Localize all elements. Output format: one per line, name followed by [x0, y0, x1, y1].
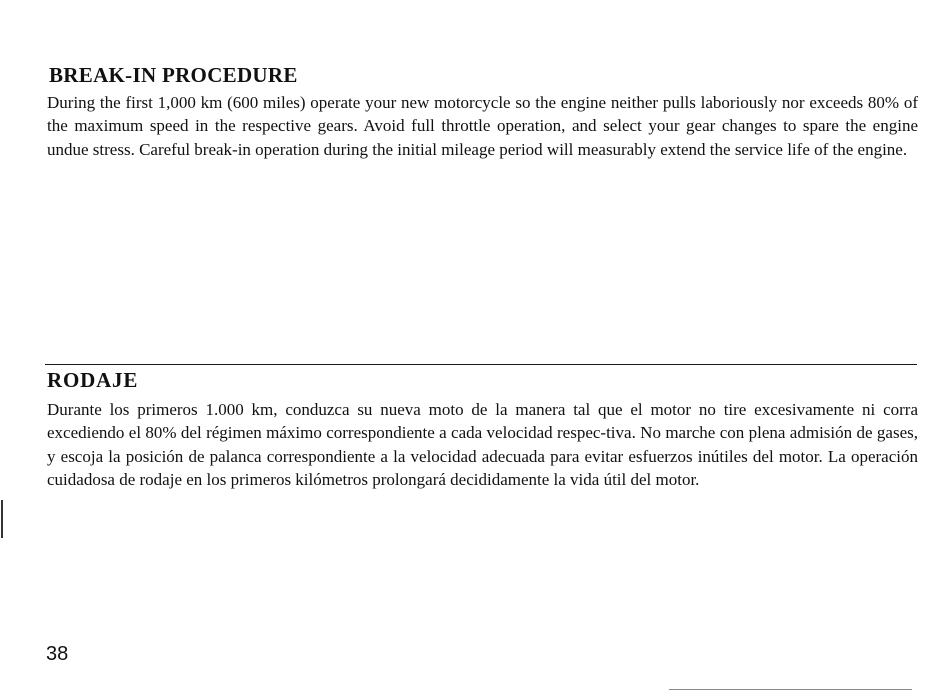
margin-mark	[1, 500, 3, 538]
section-heading-rodaje: RODAJE	[47, 368, 139, 392]
bottom-rule	[669, 689, 912, 690]
section-divider	[45, 364, 917, 365]
section-body-rodaje: Durante los primeros 1.000 km, conduzca su nueva moto de la manera tal que el motor no tire excesivamente ni corra excediendo el 80% del régimen máximo correspondiente a cada velocidad respec-tiva. No marche con plena admisión de gases, y escoja la posición de palanca correspondiente a la velocidad adecuada para evitar esfuerzos inútiles del motor. La operación cuidadosa de rodaje en los primeros kilómetros prolongará decididamente la vida útil del motor.	[47, 400, 918, 489]
section-body-break-in: During the first 1,000 km (600 miles) operate your new motorcycle so the engine neither pulls laboriously nor exceeds 80% of the maximum speed in the respective gears. Avoid full throttle operation, and select your gear changes to spare the engine undue stress. Careful break-in operation during the initial mileage period will measurably extend the service life of the engine.	[47, 93, 918, 159]
page-number: 38	[46, 643, 69, 665]
section-heading-break-in: BREAK-IN PROCEDURE	[49, 63, 298, 87]
